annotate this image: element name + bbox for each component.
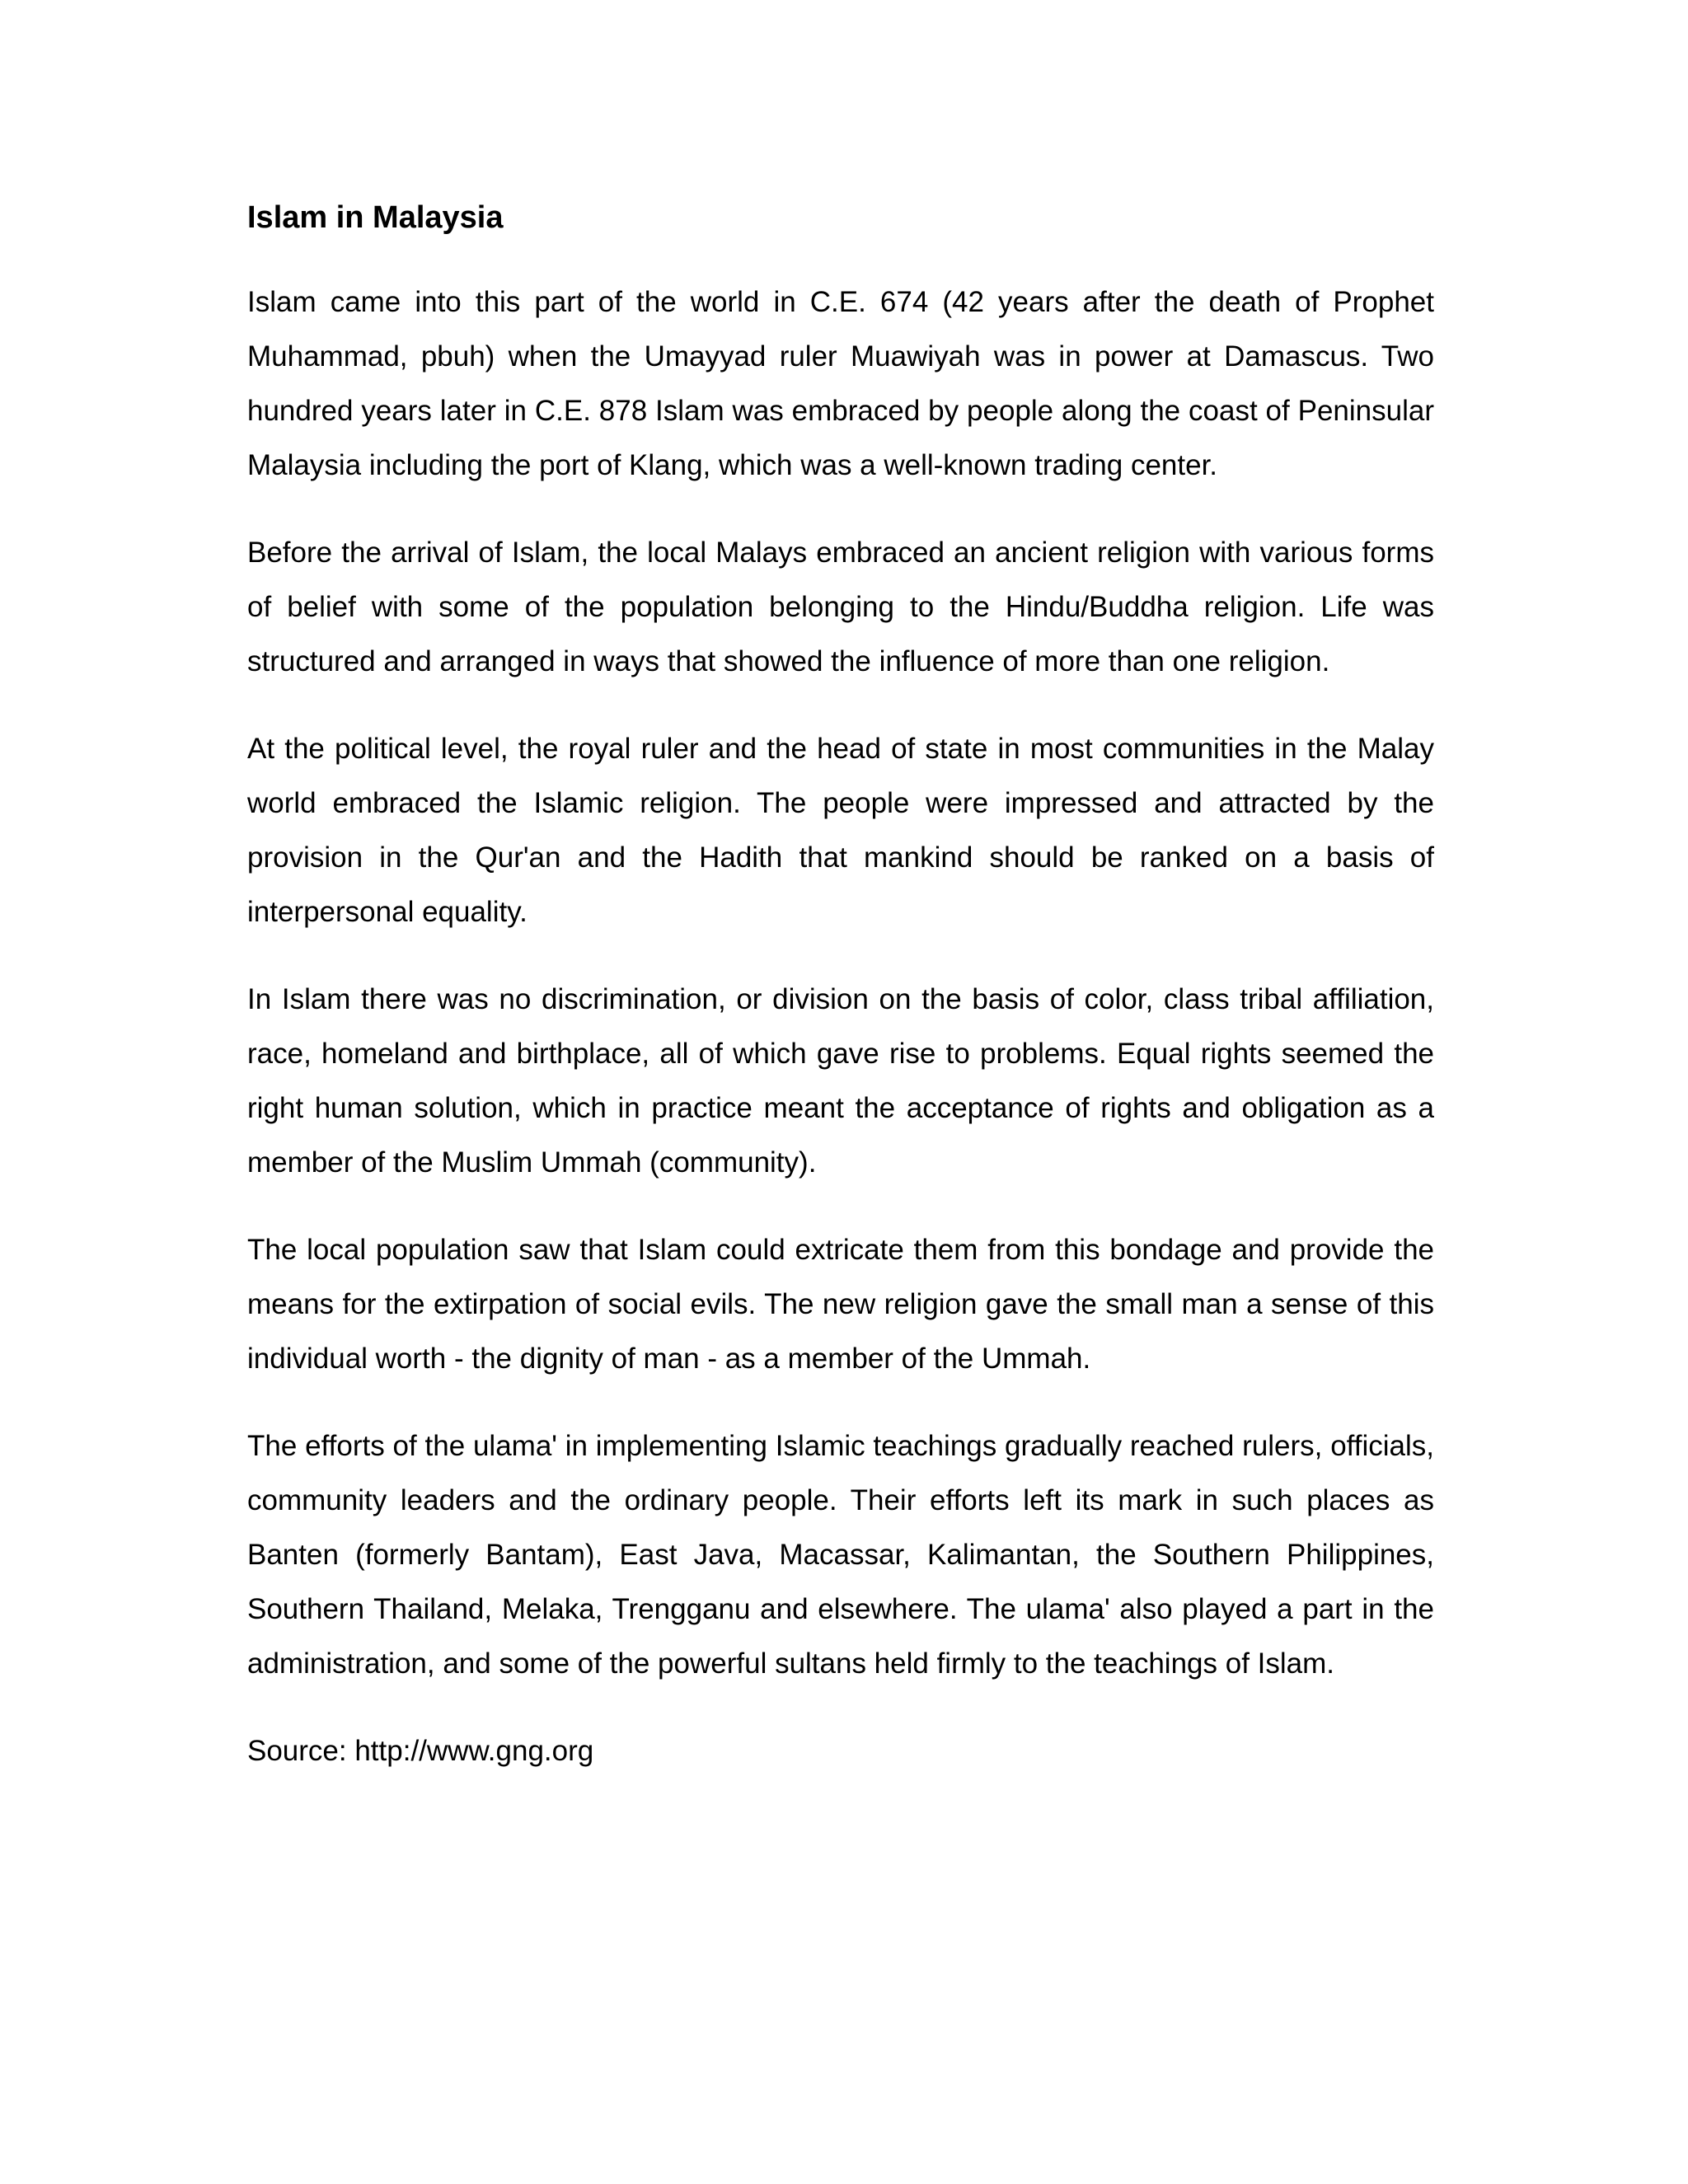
- document-body: [247, 194, 1434, 1779]
- paragraph-political-level: At the political level, the royal ruler and the head of state in most communities in the Malay world embraced the Islamic religion. The people were impressed and attracted by the provision in the Qur'an and the Hadith that mankind should be ranked on a basis of interpersonal equality.: [247, 733, 1434, 928]
- paragraph-equality: In Islam there was no discrimination, or division on the basis of color, class tribal affiliation, race, homeland and birthplace, all of which gave rise to problems. Equal rights seemed the right human solution, which in practice meant the acceptance of rights and obligation as a member of the Muslim Ummah (community).: [247, 983, 1434, 1179]
- paragraph-ulama-efforts: The efforts of the ulama' in implementing Islamic teachings gradually reached rulers, officials, community leaders and the ordinary people. Their efforts left its mark in such places as Banten (formerly Bantam), East Java, Macassar, Kalimantan, the Southern Philippines, Southern Thailand, Melaka, Trengganu and elsewhere. The ulama' also played a part in the administration, and some of the powerful sultans held firmly to the teachings of Islam.: [247, 1430, 1434, 1680]
- paragraph-before-islam: Before the arrival of Islam, the local Malays embraced an ancient religion with various forms of belief with some of the population belonging to the Hindu/Buddha religion. Life was structured and arranged in ways that showed the influence of more than one religion.: [247, 537, 1434, 677]
- paragraph-arrival-of-islam: Islam came into this part of the world in C.E. 674 (42 years after the death of Prophet Muhammad, pbuh) when the Umayyad ruler Muawiyah was in power at Damascus. Two hundred years later in C.E. 878 Islam was embraced by people along the coast of Peninsular Malaysia including the port of Klang, which was a well-known trading center.: [247, 286, 1434, 481]
- page-title: Islam in Malaysia: [247, 200, 504, 235]
- source-citation: Source: http://www.gng.org: [247, 1735, 594, 1767]
- paragraph-local-population: The local population saw that Islam could extricate them from this bondage and provide the means for the extirpation of social evils. The new religion gave the small man a sense of this individual worth - the dignity of man - as a member of the Ummah.: [247, 1234, 1434, 1375]
